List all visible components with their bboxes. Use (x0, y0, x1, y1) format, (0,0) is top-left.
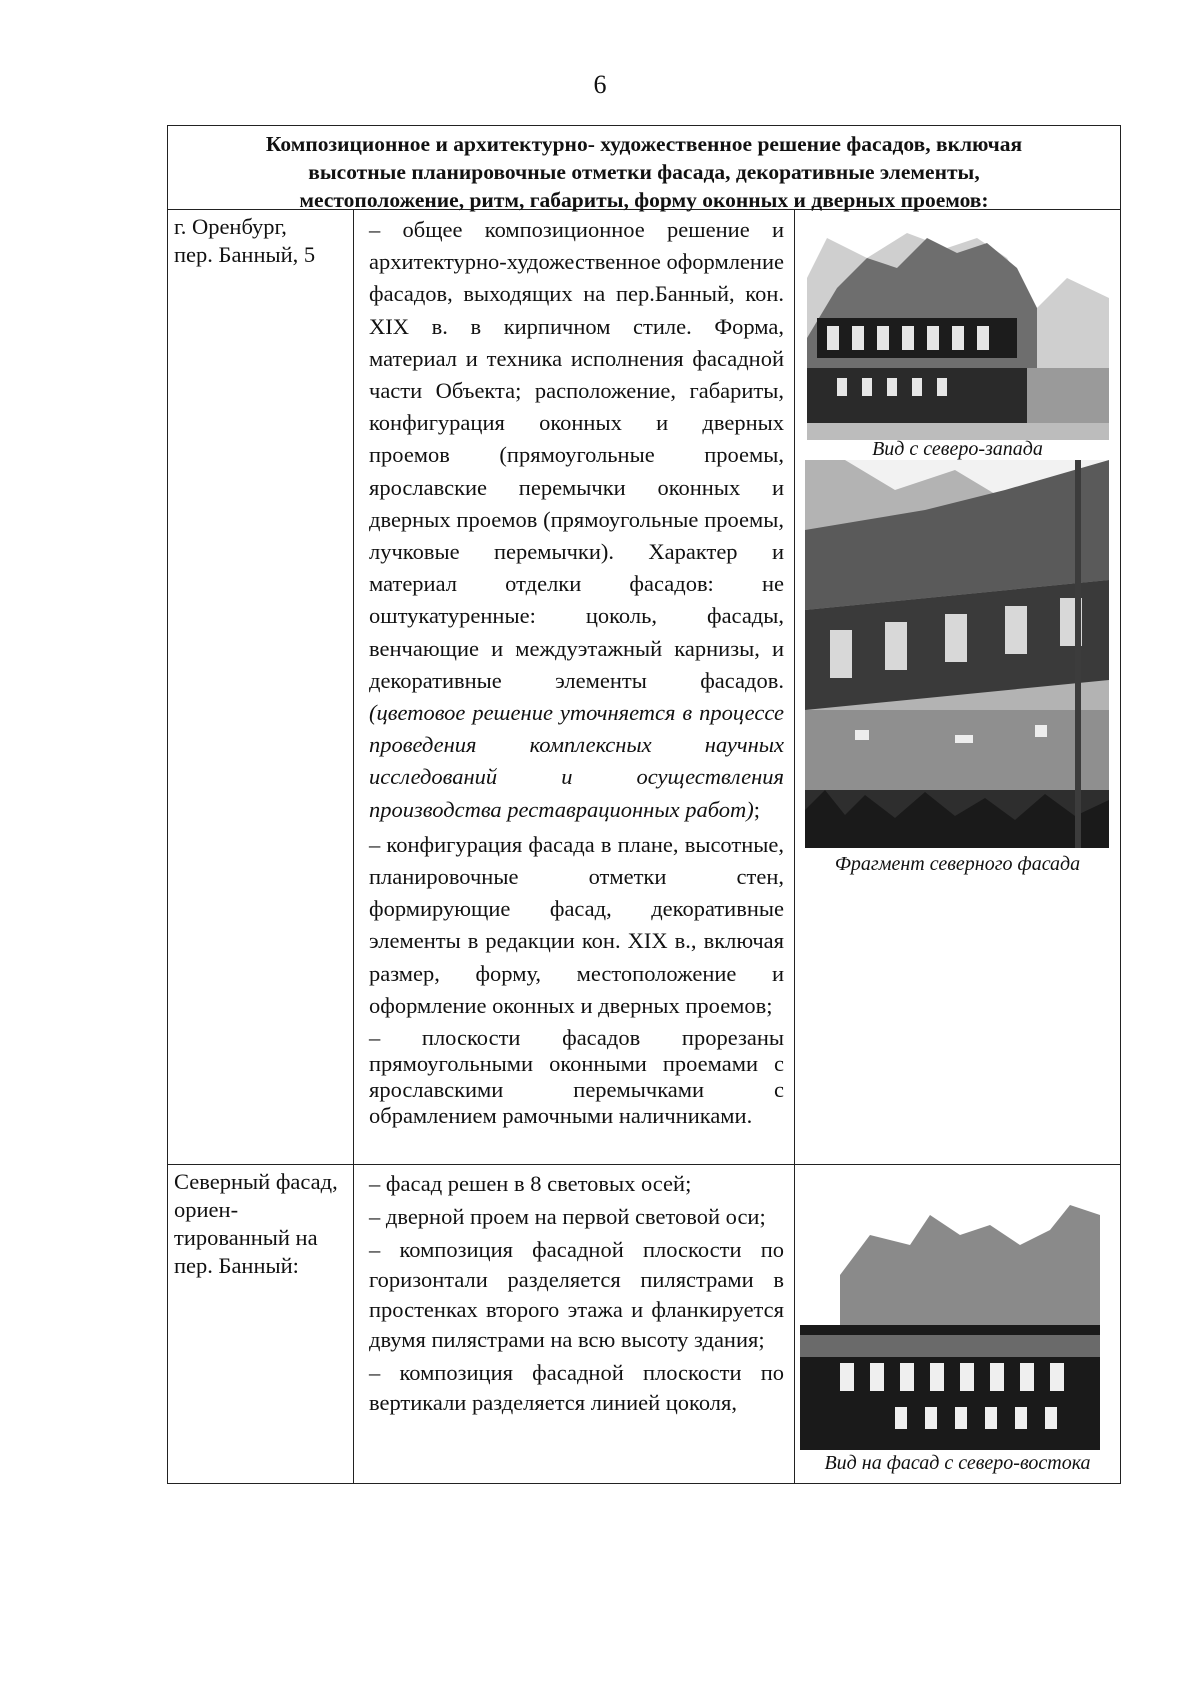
facade-paragraph-3: – композиция фасадной плоскости по горизонтали разделяется пилястрами в простенках второго этажа и фланкируется двумя пилястрами на всю высоту здания; (369, 1237, 784, 1352)
location-street: пер. Банный, 5 (174, 242, 316, 267)
facade-location-cell (168, 1165, 354, 1483)
photo-northwest-view (807, 218, 1109, 440)
caption-north-facade-fragment: Фрагмент северного фасада (834, 853, 1081, 875)
location-city: г. Оренбург, (174, 214, 287, 239)
building-photo-2-image (805, 460, 1109, 848)
location-cell (168, 210, 354, 1164)
table-row-address (168, 210, 1120, 1165)
caption-northeast-view: Вид на фасад с северо-востока (824, 1452, 1091, 1474)
header-line-1: Композиционное и архитектурно- художественное решение фасадов, включая (265, 132, 1023, 156)
facade-paragraph-4: – композиция фасадной плоскости по вертикали разделяется линией цоколя, (369, 1360, 784, 1415)
table-row-north-facade (168, 1165, 1120, 1483)
description-paragraph-3: – плоскости фасадов прорезаны прямоугольными оконными проемами с ярославскими перемычками с обрамлением рамочными наличниками. (369, 1025, 784, 1129)
header-line-3: местоположение, ритм, габариты, форму оконных и дверных проемов: (299, 188, 989, 212)
description-text-1: – общее композиционное решение и архитектурно-художественное оформление фасадов, выходящих на пер.Банный, кон. XIX в. в кирпичном стиле. Форма, материал и техника исполнения фасадной части Объекта; расположение, габариты, конфигурация оконных и дверных проемов (прямоугольные проемы, ярославские перемычки оконных и дверных проемов (прямоугольные проемы, лучковые перемычки). Характер и материал отделки фасадов: не оштукатуренные: цоколь, фасады, венчающие и междуэтажный карнизы, и декоративные элементы фасадов. (369, 217, 784, 693)
description-paragraph-2: – конфигурация фасада в плане, высотные, планировочные отметки стен, формирующие фасад, декоративные элементы в редакции кон. XIX в., включая размер, форму, местоположение и оформление оконных и дверных проемов; (369, 831, 784, 1018)
header-line-2: высотные планировочные отметки фасада, декоративные элементы, (308, 160, 980, 184)
table-header (168, 126, 1120, 210)
photo-cell (795, 210, 1120, 1164)
photo-northeast-view (800, 1185, 1100, 1450)
facade-table (167, 125, 1121, 1484)
facade-photo-cell (795, 1165, 1120, 1483)
photo-north-facade-fragment (805, 460, 1109, 848)
page-number: 6 (593, 70, 607, 99)
description-paragraph-1 (369, 214, 784, 826)
facade-paragraph-2: – дверной проем на первой световой оси; (369, 1204, 766, 1229)
facade-location: Северный фасад, ориен-тированный на пер. Банный: (174, 1169, 338, 1278)
facade-description-cell (354, 1165, 795, 1483)
description-cell (354, 210, 795, 1164)
description-italic-note: (цветовое решение уточняется в процессе проведения комплексных научных исследований и осуществления производства реставрационных работ) (369, 700, 784, 822)
facade-paragraph-1: – фасад решен в 8 световых осей; (369, 1171, 692, 1196)
caption-northwest-view: Вид с северо-запада (872, 438, 1043, 460)
building-photo-3-image (800, 1185, 1100, 1450)
description-text-1-end: ; (753, 796, 760, 822)
building-photo-1-image (807, 218, 1109, 440)
